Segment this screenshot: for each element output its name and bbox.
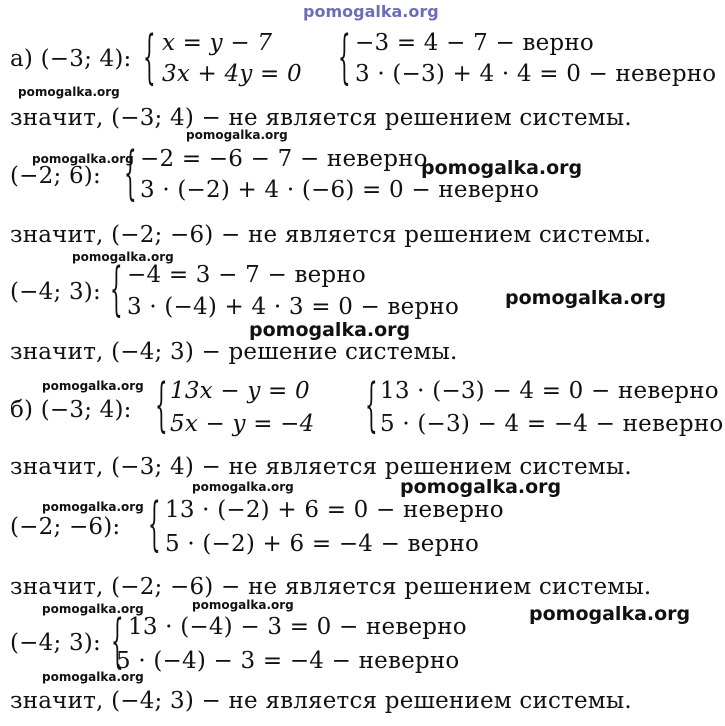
system-a-eq2: 3x + 4y = 0 (162, 61, 302, 87)
brace: { (155, 373, 168, 439)
watermark[interactable]: pomogalka.org (42, 379, 144, 393)
check-b3-line1: 13 · (−4) − 3 = 0 − неверно (128, 614, 467, 640)
watermark[interactable]: pomogalka.org (32, 152, 134, 166)
header-watermark[interactable]: pomogalka.org (303, 2, 439, 21)
watermark[interactable]: pomogalka.org (421, 157, 583, 179)
watermark[interactable]: pomogalka.org (42, 602, 144, 616)
check-a2-line2: 3 · (−2) + 4 · (−6) = 0 − неверно (140, 177, 540, 203)
watermark[interactable]: pomogalka.org (72, 250, 174, 264)
watermark[interactable]: pomogalka.org (192, 598, 294, 612)
part-b-point3-label: (−4; 3): (10, 630, 101, 656)
brace: { (124, 141, 137, 207)
watermark[interactable]: pomogalka.org (505, 287, 667, 309)
watermark[interactable]: pomogalka.org (18, 85, 120, 99)
part-a-point3-label: (−4; 3): (10, 279, 101, 305)
brace: { (148, 492, 161, 558)
check-a2-line1: −2 = −6 − 7 − неверно (140, 146, 428, 172)
watermark[interactable]: pomogalka.org (42, 500, 144, 514)
check-b1-line1: 13 · (−3) − 4 = 0 − неверно (380, 378, 719, 404)
watermark[interactable]: pomogalka.org (42, 670, 144, 684)
watermark[interactable]: pomogalka.org (529, 603, 691, 625)
watermark[interactable]: pomogalka.org (400, 476, 562, 498)
conclusion-a1: значит, (−3; 4) − не является решением системы. (10, 105, 632, 131)
part-b-point1-label: б) (−3; 4): (10, 397, 132, 423)
brace: { (110, 257, 123, 323)
conclusion-b2: значит, (−2; −6) − не является решением системы. (10, 574, 652, 600)
check-b1-line2: 5 · (−3) − 4 = −4 − неверно (380, 411, 724, 437)
conclusion-b3: значит, (−4; 3) − не является решением системы. (10, 688, 632, 714)
brace: { (111, 609, 124, 675)
conclusion-b1: значит, (−3; 4) − не является решением системы. (10, 454, 632, 480)
brace: { (365, 373, 378, 439)
brace: { (143, 25, 156, 91)
check-b2-line2: 5 · (−2) + 6 = −4 − верно (165, 531, 480, 557)
brace: { (338, 25, 351, 91)
part-a-point1-label: а) (−3; 4): (10, 46, 132, 72)
check-b3-line2: 5 · (−4) − 3 = −4 − неверно (116, 648, 460, 674)
system-b-eq2: 5x − y = −4 (170, 411, 315, 437)
check-a3-line2: 3 · (−4) + 4 · 3 = 0 − верно (127, 294, 459, 320)
check-a1-line2: 3 · (−3) + 4 · 4 = 0 − неверно (355, 61, 717, 87)
check-a3-line1: −4 = 3 − 7 − верно (127, 262, 366, 288)
system-b-eq1: 13x − y = 0 (170, 378, 310, 404)
part-b-point2-label: (−2; −6): (10, 514, 121, 540)
conclusion-a2: значит, (−2; −6) − не является решением системы. (10, 222, 652, 248)
conclusion-a3: значит, (−4; 3) − решение системы. (10, 339, 458, 365)
check-a1-line1: −3 = 4 − 7 − верно (355, 30, 594, 56)
system-a-eq1: x = y − 7 (162, 30, 273, 56)
watermark[interactable]: pomogalka.org (186, 128, 288, 142)
watermark[interactable]: pomogalka.org (249, 319, 411, 341)
check-b2-line1: 13 · (−2) + 6 = 0 − неверно (165, 497, 504, 523)
watermark[interactable]: pomogalka.org (192, 480, 294, 494)
part-a-point2-label: (−2; 6): (10, 163, 101, 189)
